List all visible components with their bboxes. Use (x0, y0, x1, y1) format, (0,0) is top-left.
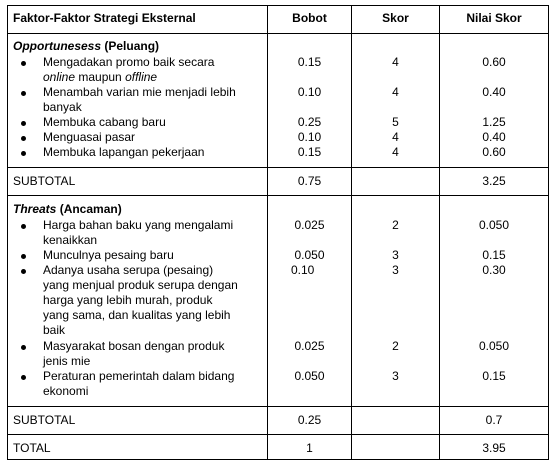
bullet (21, 375, 26, 380)
opportunity-item-2-text: Menambah varian mie menjadi lebih (43, 85, 236, 99)
threat-item-1-line2: kenaikkan (43, 233, 98, 247)
opportunities-title: Opportunesess (Peluang) (13, 39, 160, 53)
bullet (21, 61, 26, 66)
threat-item-5-line2: ekonomi (43, 384, 89, 398)
subtotal-value: 3.25 (482, 174, 506, 188)
row-divider (8, 167, 548, 168)
opportunity-item-2-text-line2: banyak (43, 100, 82, 114)
opportunity-item-3-value: 1.25 (482, 115, 506, 129)
threats-title: Threats (Ancaman) (13, 202, 122, 216)
threat-item-3-line5: baik (43, 323, 66, 337)
threat-item-3-line4: yang sama, dan kualitas yang lebih (43, 308, 231, 322)
bullet (21, 345, 26, 350)
opportunity-item-4-weight: 0.10 (297, 130, 322, 144)
opportunity-item-2-score: 4 (392, 85, 399, 99)
bullet (21, 91, 26, 96)
bullet (21, 254, 26, 259)
opportunity-item-1-score: 4 (392, 55, 399, 69)
threat-item-5-score: 3 (392, 369, 399, 383)
opportunity-item-4-value: 0.40 (482, 130, 506, 144)
header-weight: Bobot (292, 11, 327, 25)
row-divider (8, 33, 548, 34)
opportunity-item-1-weight: 0.15 (297, 55, 322, 69)
opportunity-item-1-text-line2: online maupun offline (43, 70, 158, 84)
threat-item-4-score: 2 (392, 339, 399, 353)
row-divider (8, 434, 548, 435)
opportunity-item-5-score: 4 (392, 145, 399, 159)
threat-item-1-line1: Harga bahan baku yang mengalami (43, 218, 234, 232)
opportunity-item-1-value: 0.60 (482, 55, 506, 69)
threat-item-2-line1: Munculnya pesaing baru (43, 248, 174, 262)
threat-item-2-score: 3 (392, 248, 399, 262)
opportunity-item-3-score: 5 (392, 115, 399, 129)
header-score: Skor (382, 11, 409, 25)
bullet (21, 136, 26, 141)
threat-item-1-score: 2 (392, 218, 399, 232)
opportunity-item-2-value: 0.40 (482, 85, 506, 99)
subtotal-label: SUBTOTAL (13, 174, 76, 188)
opportunity-item-3-text: Membuka cabang baru (43, 115, 166, 129)
total-weight: 1 (306, 441, 313, 455)
threat-item-1-weight: 0.025 (294, 218, 325, 232)
subtotal-label: SUBTOTAL (13, 413, 76, 427)
total-value: 3.95 (482, 441, 506, 455)
opportunity-item-4-text: Menguasai pasar (43, 130, 136, 144)
opportunity-item-5-weight: 0.15 (297, 145, 322, 159)
threat-item-4-weight: 0.025 (294, 339, 325, 353)
header-factor: Faktor-Faktor Strategi Eksternal (13, 11, 196, 25)
header-value: Nilai Skor (466, 11, 522, 25)
threat-item-3-value: 0.30 (482, 263, 506, 277)
opportunity-item-5-value: 0.60 (482, 145, 506, 159)
threat-item-5-weight: 0.050 (294, 369, 325, 383)
threat-item-5-line1: Peraturan pemerintah dalam bidang (43, 369, 235, 383)
threat-item-2-value: 0.15 (482, 248, 506, 262)
row-divider (8, 195, 548, 196)
subtotal-value: 0.7 (485, 413, 503, 427)
threat-item-3-weight: 0.10 (291, 263, 315, 277)
opportunity-item-5-text: Membuka lapangan pekerjaan (43, 145, 205, 159)
bullet (21, 121, 26, 126)
threat-item-3-line1: Adanya usaha serupa (pesaing) (43, 263, 214, 277)
threat-item-4-line2: jenis mie (43, 354, 91, 368)
threat-item-4-line1: Masyarakat bosan dengan produk (43, 339, 225, 353)
threat-item-3-line2: yang menjual produk serupa dengan (43, 278, 238, 292)
subtotal-weight: 0.75 (297, 174, 322, 188)
opportunity-item-4-score: 4 (392, 130, 399, 144)
opportunity-item-1-text: Mengadakan promo baik secara (43, 55, 215, 69)
bullet (21, 269, 26, 274)
subtotal-weight: 0.25 (297, 413, 322, 427)
threat-item-1-value: 0.050 (478, 218, 510, 232)
strategy-table (7, 5, 549, 460)
bullet (21, 151, 26, 156)
opportunity-item-3-weight: 0.25 (297, 115, 322, 129)
threat-item-4-value: 0.050 (478, 339, 510, 353)
opportunity-item-2-weight: 0.10 (297, 85, 322, 99)
bullet (21, 224, 26, 229)
threat-item-3-line3: harga yang lebih murah, produk (43, 293, 213, 307)
threat-item-2-weight: 0.050 (294, 248, 325, 262)
threat-item-3-score: 3 (392, 263, 399, 277)
total-label: TOTAL (13, 441, 51, 455)
threat-item-5-value: 0.15 (482, 369, 506, 383)
row-divider (8, 406, 548, 407)
